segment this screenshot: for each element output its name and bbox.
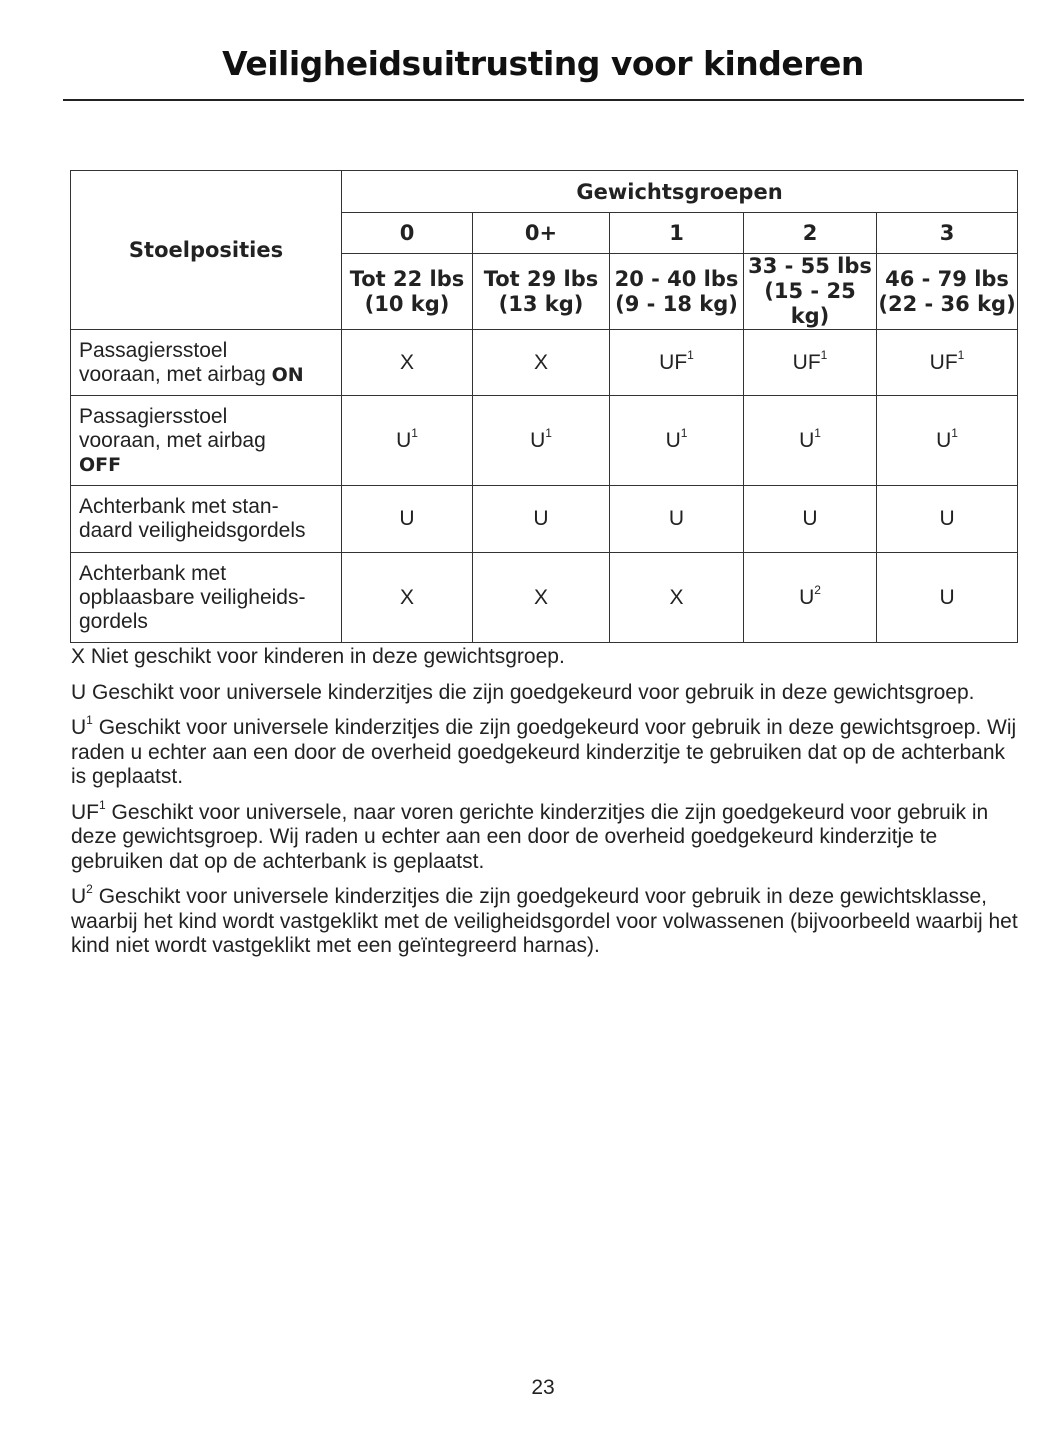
legend-text: Geschikt voor universele kinderzitjes die zijn goedgekeurd voor gebruik in deze gewichtsgroep. [86,680,975,704]
suitability-cell [610,396,744,486]
legend-text: Geschikt voor universele, naar voren gerichte kinderzitjes die zijn goedgekeurd voor gebruik in deze gewichtsgroep. Wij raden u echter aan een door de overheid goedgekeurd kinderzitje te gebruiken dat op de achterbank is geplaatst. [71,800,989,873]
airbag-state: OFF [79,453,122,476]
weight-kg: (9 - 18 kg) [615,291,738,316]
suitability-code: U [530,428,546,452]
weight-kg: (13 kg) [498,291,584,316]
footnote-marker: 1 [820,347,828,362]
suitability-cell [610,330,744,396]
suitability-cell [744,553,877,643]
suitability-code: U [668,507,685,530]
seat-position [71,553,342,643]
group-weight [342,254,473,330]
suitability-code: X [399,350,414,374]
legend-item [71,797,1021,875]
legend-code: U [71,885,87,908]
seat-position [71,486,342,553]
legend-item [71,681,1021,706]
legend-text: Geschikt voor universele kinderzitjes die zijn goedgekeurd voor gebruik in deze gewichtsgroep. Wij raden u echter aan een door de overheid goedgekeurd kinderzitje te gebruiken dat op de achterbank is geplaatst. [71,716,1017,788]
footnote-marker: 1 [687,347,694,362]
suitability-code: U [939,585,955,609]
legend-code: X [71,645,86,668]
footnote-marker: 1 [680,425,688,440]
weight-lbs: Tot 29 lbs [483,266,599,291]
footnote-marker: 1 [411,425,418,440]
group-id: 2 [744,213,877,254]
table-row [71,330,1018,396]
seat-position [71,330,342,396]
suitability-code: X [533,585,548,609]
suitability-cell [342,486,473,553]
suitability-code: U [799,585,815,609]
footnote-marker: 2 [86,882,93,896]
group-weight [877,254,1018,330]
group-weight [610,254,744,330]
legend-item [71,713,1021,790]
table-row [71,553,1018,643]
suitability-code: U [396,428,412,452]
child-seat-table [70,170,1018,643]
group-id: 3 [877,213,1018,254]
seat-position-text: Achterbank met opblaasbare veiligheids- gordels [79,561,306,633]
suitability-cell [744,486,877,553]
page-number: 23 [531,1376,555,1399]
suitability-code: U [802,507,818,530]
weight-kg: (15 - 25 kg) [764,279,856,328]
table-row [71,396,1018,486]
group-weight [744,254,877,330]
weight-lbs: 46 - 79 lbs [885,266,1009,291]
page-title: Veiligheidsuitrusting voor kinderen [222,44,864,83]
suitability-code: UF [659,350,688,374]
suitability-code: U [936,428,952,452]
group-id: 1 [610,213,744,254]
suitability-code: X [533,350,548,374]
suitability-cell [877,553,1018,643]
legend-item [71,645,1021,670]
legend-item [71,882,1021,959]
airbag-state: ON [271,363,304,386]
weight-groups-header: Gewichtsgroepen [342,171,1018,213]
suitability-code: U [799,428,815,452]
legend [71,645,1021,970]
group-id: 0 [342,213,473,254]
suitability-code: X [399,585,414,609]
suitability-cell [473,396,610,486]
suitability-cell [473,330,610,396]
suitability-cell [744,396,877,486]
weight-lbs: 20 - 40 lbs [614,266,739,291]
footnote-marker: 1 [951,425,958,440]
suitability-cell [342,330,473,396]
seat-position-text: Passagiersstoel vooraan, met airbag [79,404,266,452]
suitability-code: U [665,428,681,452]
weight-lbs: 33 - 55 lbs [748,254,872,278]
legend-code: U [71,716,87,739]
suitability-code: U [939,507,955,530]
suitability-cell [744,330,877,396]
group-weight [473,254,610,330]
suitability-code: U [533,507,549,530]
suitability-cell [877,396,1018,486]
suitability-cell [342,396,473,486]
seat-position-text: Achterbank met stan- daard veiligheidsgordels [79,495,306,542]
footnote-marker: 1 [957,347,965,362]
weight-lbs: Tot 22 lbs [349,266,465,291]
legend-code: U [71,680,87,704]
legend-text: Niet geschikt voor kinderen in deze gewichtsgroep. [85,645,565,668]
seat-position [71,396,342,486]
suitability-code: X [669,585,684,609]
suitability-code: UF [929,350,958,374]
seat-position-header: Stoelposities [71,171,342,330]
suitability-cell [610,486,744,553]
table-row [71,486,1018,553]
footnote-marker: 1 [99,797,106,812]
suitability-cell [610,553,744,643]
footnote-marker: 2 [814,582,821,597]
weight-kg: (10 kg) [364,291,450,316]
seat-position-text: Passagiersstoel vooraan, met airbag [79,338,272,386]
suitability-cell [342,553,473,643]
suitability-cell [877,330,1018,396]
group-id: 0+ [473,213,610,254]
footnote-marker: 1 [86,713,93,727]
suitability-cell [473,486,610,553]
suitability-cell [877,486,1018,553]
suitability-cell [473,553,610,643]
suitability-code: U [399,507,415,530]
legend-code: UF [71,800,99,824]
footnote-marker: 1 [814,425,821,440]
title-divider [63,99,1024,101]
legend-text: Geschikt voor universele kinderzitjes die zijn goedgekeurd voor gebruik in deze gewichtsklasse, waarbij het kind wordt vastgeklikt met de veiligheidsgordel voor volwassenen (bijvoorbeeld waarbij het kind niet wordt vastgeklikt met een geïntegreerd harnas). [71,885,1018,957]
footnote-marker: 1 [545,425,552,440]
suitability-code: UF [792,350,821,374]
weight-kg: (22 - 36 kg) [878,291,1016,316]
